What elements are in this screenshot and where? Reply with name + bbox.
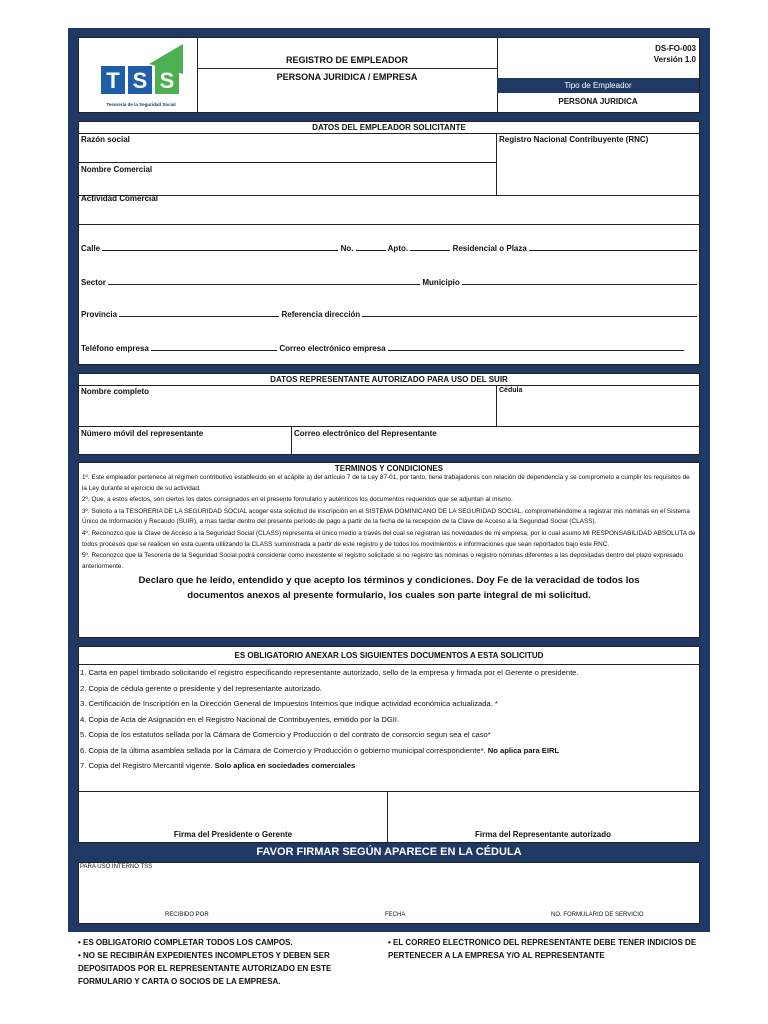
document-item: 5. Copia de los estatutos sellada por la Cámara de Comercio y Producción o del contrato de consorcio segun sea el caso*: [80, 730, 491, 739]
term-item: 2º. Que, a estos efectos, son ciertos los datos consignados en el presente formulario y auténticos los documentos requeridos que se adjuntan al mismo.: [82, 496, 513, 504]
note-item: • ES OBLIGATORIO COMPLETAR TODOS LOS CAMPOS.: [78, 938, 293, 947]
svg-text:T: T: [106, 68, 120, 93]
documents-title: ES OBLIGATORIO ANEXAR LOS SIGUIENTES DOCUMENTOS A ESTA SOLICITUD: [234, 651, 544, 660]
received-by-label: RECIBIDO POR: [165, 912, 209, 918]
document-item: 2. Copia de cédula gerente o presidente y del representante autorizado.: [80, 683, 322, 693]
internal-use-section: [78, 862, 700, 924]
address-row-sector[interactable]: [81, 276, 697, 287]
svg-text:S: S: [159, 68, 175, 93]
logo-subtitle: Tesorería de la Seguridad Social: [106, 102, 176, 107]
terms-section: [78, 462, 700, 638]
sector-label: Sector: [81, 278, 106, 287]
terms-title: TERMINOS Y CONDICIONES: [334, 464, 444, 473]
calle-label: Calle: [81, 244, 101, 253]
rep-movil-field[interactable]: Número móvil del representante: [81, 429, 204, 438]
form-frame: [68, 28, 710, 932]
signature-president[interactable]: Firma del Presidente o Gerente: [173, 830, 293, 839]
razon-social-field[interactable]: Razón social: [81, 135, 130, 144]
document-item: 1. Carta en papel timbrado solicitando el registro especificando representante autorizado, sello de la empresa y firmada por el Gerente o presidente.: [80, 668, 579, 677]
form-title: REGISTRO DE EMPLEADOR: [285, 55, 408, 65]
document-item: 3. Certificación de Inscripción en la Dirección General de Impuestos Internos que indique actividad económica actualizada. *: [80, 699, 498, 708]
representative-section: [78, 373, 700, 455]
signatures-section: [78, 791, 700, 843]
representative-section-title: DATOS REPRESENTANTE AUTORIZADO PARA USO DEL SUIR: [270, 375, 508, 384]
provincia-label: Provincia: [81, 310, 118, 319]
note-item: • NO SE RECIBIRÁN EXPEDIENTES INCOMPLETOS Y DEBEN SER DEPOSITADOS POR EL REPRESENTANTE AUTORIZADO EN ESTE FORMULARIO Y CARTA O SOCIOS DE LA EMPRESA.: [78, 951, 332, 986]
svg-text:S: S: [132, 68, 148, 93]
document-item: 6. Copia de la última asamblea sellada por la Cámara de Comercio y Producción o gobierno municipal correspondiente*. No aplica para EIRL: [80, 745, 560, 755]
documents-section: [78, 646, 700, 803]
form-subtitle: PERSONA JURIDICA / EMPRESA: [276, 72, 418, 82]
address-row-provincia[interactable]: [81, 308, 697, 319]
residencial-label: Residencial o Plaza: [452, 244, 527, 253]
notes-right: • EL CORREO ELECTRONICO DEL REPRESENTANTE DEBE TENER INDICIOS DE PERTENECER A LA EMPRESA Y/O AL REPRESENTANTE: [388, 938, 697, 960]
notes-left: [78, 936, 366, 988]
contact-row[interactable]: [81, 342, 697, 353]
no-label: No.: [340, 244, 354, 253]
date-label: FECHA: [385, 912, 406, 918]
municipio-label: Municipio: [422, 278, 460, 287]
internal-title: PARA USO INTERNO TSS: [80, 864, 153, 870]
nombre-comercial-field[interactable]: Nombre Comercial: [81, 165, 153, 174]
tss-logo: [99, 44, 183, 110]
actividad-comercial-field[interactable]: Actividad Comercial: [81, 194, 158, 203]
address-row-calle[interactable]: [81, 242, 697, 253]
header-box: [78, 37, 700, 113]
form-code: DS-FO-003: [655, 44, 696, 53]
term-item: 5º. Reconozco que la Tesorería de la Seguridad Social podrá considerar como inexistente el registro solicitado si no registro las nóminas o registro nóminas diferentes a las depositadas dentro del plazo expresado anteriormente.: [82, 552, 684, 570]
employer-section: [78, 121, 700, 365]
referencia-label: Referencia dirección: [281, 310, 361, 319]
employer-type-label: Tipo de Empleador: [497, 78, 699, 93]
form-number-label: NO. FORMULARIO DE SERVICIO: [551, 912, 644, 918]
document-item: 4. Copia de Acta de Asignación en el Registro Nacional de Contribuyentes, emitido por la DGII.: [80, 714, 400, 724]
declaration: Declaro que he leído, entendido y que acepto los términos y condiciones. Doy Fe de la veracidad de todos los documentos anexos al presente formulario, los cuales son parte integral de mi solicitud.: [138, 575, 640, 602]
apto-label: Apto.: [387, 244, 409, 253]
document-item: 7. Copia del Registro Mercantil vigente. Solo aplica en sociedades comerciales: [80, 761, 356, 770]
correo-empresa-label: Correo electrónico empresa: [279, 344, 386, 353]
sign-banner: FAVOR FIRMAR SEGÚN APARECE EN LA CÉDULA: [256, 846, 522, 858]
rep-cedula-field[interactable]: Cédula: [499, 387, 523, 394]
rep-nombre-field[interactable]: Nombre completo: [81, 387, 150, 396]
term-item: 4º. Reconozco que la Clave de Acceso a la Seguridad Social (CLASS) representa el único medio a través del cual se registran las novedades de mi empresa, por lo cual asumo MI RESPONSABILIDAD ABSOLUTA de todos procesos que se realicen en esta cuenta utilizando la CLASS suministrada a partir de este registro y de todos los movimientos e informaciones que sean reportados bajo este RNC.: [82, 529, 696, 548]
rep-correo-field[interactable]: Correo electrónico del Representante: [294, 429, 437, 438]
employer-type-value: PERSONA JURIDICA: [558, 97, 638, 106]
employer-section-title: DATOS DEL EMPLEADOR SOLICITANTE: [312, 123, 466, 132]
rnc-field[interactable]: Registro Nacional Contribuyente (RNC): [499, 135, 649, 144]
telefono-label: Teléfono empresa: [81, 344, 149, 353]
signature-representative[interactable]: Firma del Representante autorizado: [474, 830, 612, 839]
form-version: Versión 1.0: [653, 55, 696, 64]
term-item: 1º. Este empleador pertenece al régimen contributivo establecido en el acápite a) del artículo 7 de la Ley 87-01, por tanto, tiene trabajadores con relación de dependencia y se comprometo a cumplir los requisitos de la Ley durante el ejercicio de su actividad.: [82, 474, 690, 492]
term-item: 3º. Solicito a la TESORERIA DE LA SEGURIDAD SOCIAL acoger esta solicitud de inscripción en el SISTEMA DOMINICANO DE LA SEGURIDAD SOCIAL, comprometiéndome a registrar mis nóminas en el Sistema Único de Información y Recaudo (SUIR), a mas tardar dentro del presente período de pago a partir de la fecha de la recepción de la Clave de Acceso a la Seguridad Social (CLASS).: [82, 507, 690, 526]
